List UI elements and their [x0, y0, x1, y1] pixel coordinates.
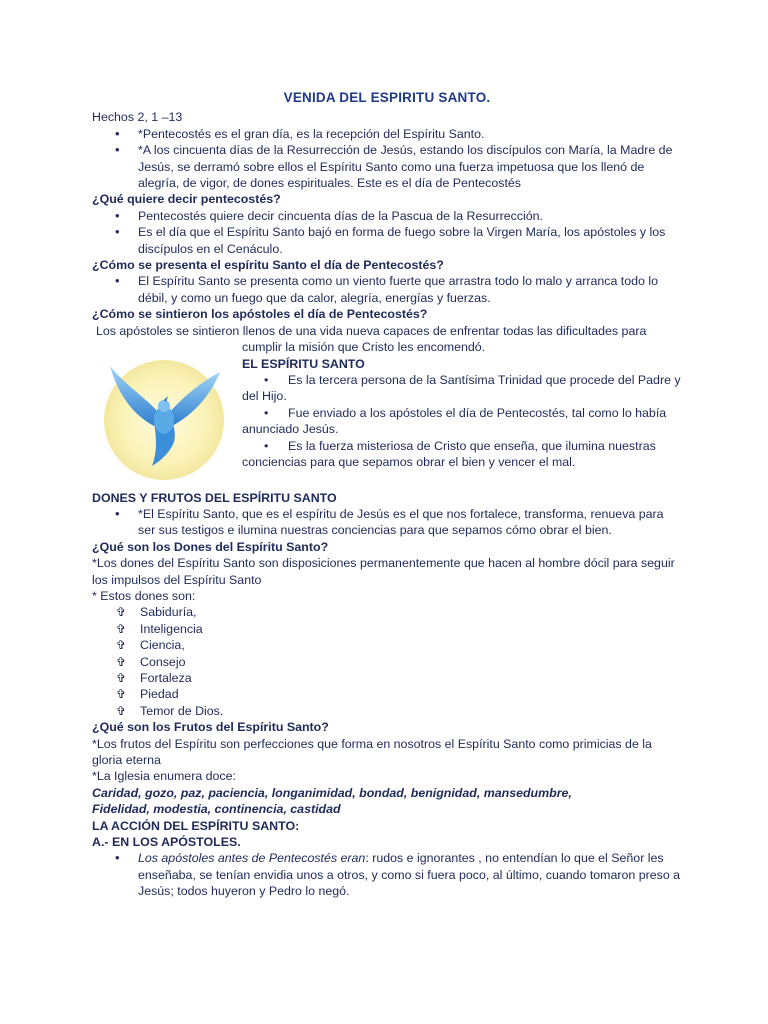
document-title: VENIDA DEL ESPIRITU SANTO.	[283, 90, 491, 105]
list-item: ✞ Temor de Dios.	[116, 703, 224, 718]
cross-icon: ✞	[116, 638, 127, 653]
section-heading: EL ESPÍRITU SANTO	[242, 356, 365, 371]
q1-list	[92, 208, 682, 257]
gifts-list	[92, 604, 682, 719]
scripture-reference: Hechos 2, 1 –13	[92, 110, 183, 125]
intro-list	[92, 126, 682, 192]
cross-icon: ✞	[116, 621, 127, 636]
list-item: ✞ Consejo	[116, 654, 186, 669]
fruits-line: Fidelidad, modestia, continencia, castidad	[92, 802, 341, 817]
dove-image	[92, 356, 235, 481]
list-item: ✞ Fortaleza	[116, 670, 192, 685]
cross-icon: ✞	[116, 670, 127, 685]
subsection-heading: A.- EN LOS APÓSTOLES.	[92, 835, 241, 850]
answer-line: Los apóstoles se sintieron llenos de una vida nueva capaces de enfrentar todas las dificultades para	[96, 323, 647, 338]
dove-icon	[92, 356, 235, 481]
cross-icon: ✞	[116, 654, 127, 669]
list-item: • El Espíritu Santo se presenta como un viento fuerte que arrastra todo lo malo y arranca todo lo débil, y como un fuego que da calor, alegría, energías y fuerzas.	[92, 273, 682, 306]
cross-icon: ✞	[116, 687, 127, 702]
holy-spirit-section	[92, 356, 682, 481]
q2-list	[92, 273, 682, 306]
cross-icon: ✞	[116, 605, 127, 620]
bullet-icon: •	[264, 438, 269, 453]
answer-line: cumplir la misión que Cristo les encomendó.	[242, 340, 486, 355]
dones-list	[92, 506, 682, 539]
list-item: • Es el día que el Espíritu Santo bajó en forma de fuego sobre la Virgen María, los apóstoles y los discípulos en el Cenáculo.	[92, 224, 682, 257]
fruits-line: Caridad, gozo, paz, paciencia, longanimidad, bondad, benignidad, mansedumbre,	[92, 785, 572, 800]
bullet-icon: •	[264, 372, 269, 387]
cross-icon: ✞	[116, 703, 127, 718]
list-item: • Fue enviado a los apóstoles el día de Pentecostés, tal como lo había anunciado Jesús.	[242, 405, 667, 437]
list-item: ✞ Ciencia,	[116, 638, 185, 653]
list-item: • Es la tercera persona de la Santísima Trinidad que procede del Padre y del Hijo.	[242, 372, 681, 404]
question-heading: ¿Qué quiere decir pentecostés?	[92, 192, 281, 207]
list-item: ✞ Piedad	[116, 687, 179, 702]
answer-paragraph: *Los frutos del Espíritu son perfecciones que forma en nosotros el Espíritu Santo como primicias de la gloria eterna	[92, 736, 652, 767]
bullet-icon: •	[264, 405, 269, 420]
list-item: ✞ Inteligencia	[116, 621, 203, 636]
section-heading: DONES Y FRUTOS DEL ESPÍRITU SANTO	[92, 490, 337, 505]
frutos-intro: *La Iglesia enumera doce:	[92, 769, 236, 784]
question-heading: ¿Cómo se sintieron los apóstoles el día de Pentecostés?	[92, 307, 428, 322]
accion-list	[92, 850, 682, 899]
list-item: • *El Espíritu Santo, que es el espíritu de Jesús es el que nos fortalece, transforma, renueva para ser sus testigos e ilumina nuestras conciencias para que sepamos cómo obrar el bien.	[92, 506, 682, 539]
document-content	[92, 90, 682, 900]
list-item: • Es la fuerza misteriosa de Cristo que enseña, que ilumina nuestras conciencias para que sepamos obrar el bien y vencer el mal.	[242, 438, 656, 469]
question-heading: ¿Qué son los Frutos del Espíritu Santo?	[92, 720, 329, 735]
question-heading: ¿Cómo se presenta el espíritu Santo el día de Pentecostés?	[92, 258, 444, 273]
holy-spirit-text	[242, 356, 682, 481]
list-item: • Los apóstoles antes de Pentecostés eran: rudos e ignorantes , no entendían lo que el Señor les enseñaba, se tenían envidia unos a otros, y como si fuera poco, al último, cuando tomaron preso a Jesús; todos huyeron y Pedro lo negó.	[92, 850, 682, 899]
section-heading: LA ACCIÓN DEL ESPÍRITU SANTO:	[92, 818, 300, 833]
answer-paragraph: *Los dones del Espíritu Santo son disposiciones permanentemente que hacen al hombre dócil para seguir los impulsos del Espíritu Santo	[92, 556, 675, 587]
list-item: ✞ Sabiduría,	[116, 605, 197, 620]
list-item: • Pentecostés quiere decir cincuenta días de la Pascua de la Resurrección.	[92, 208, 682, 224]
list-item: • *A los cincuenta días de la Resurrección de Jesús, estando los discípulos con María, la Madre de Jesús, se derramó sobre ellos el Espíritu Santo como una fuerza impetuosa que los llenó de alegría, de vigor, de dones espirituales. Este es el día de Pentecostés	[92, 142, 682, 191]
list-item: • *Pentecostés es el gran día, es la recepción del Espíritu Santo.	[92, 126, 682, 142]
question-heading: ¿Qué son los Dones del Espíritu Santo?	[92, 539, 329, 554]
dones-intro: * Estos dones son:	[92, 588, 196, 603]
